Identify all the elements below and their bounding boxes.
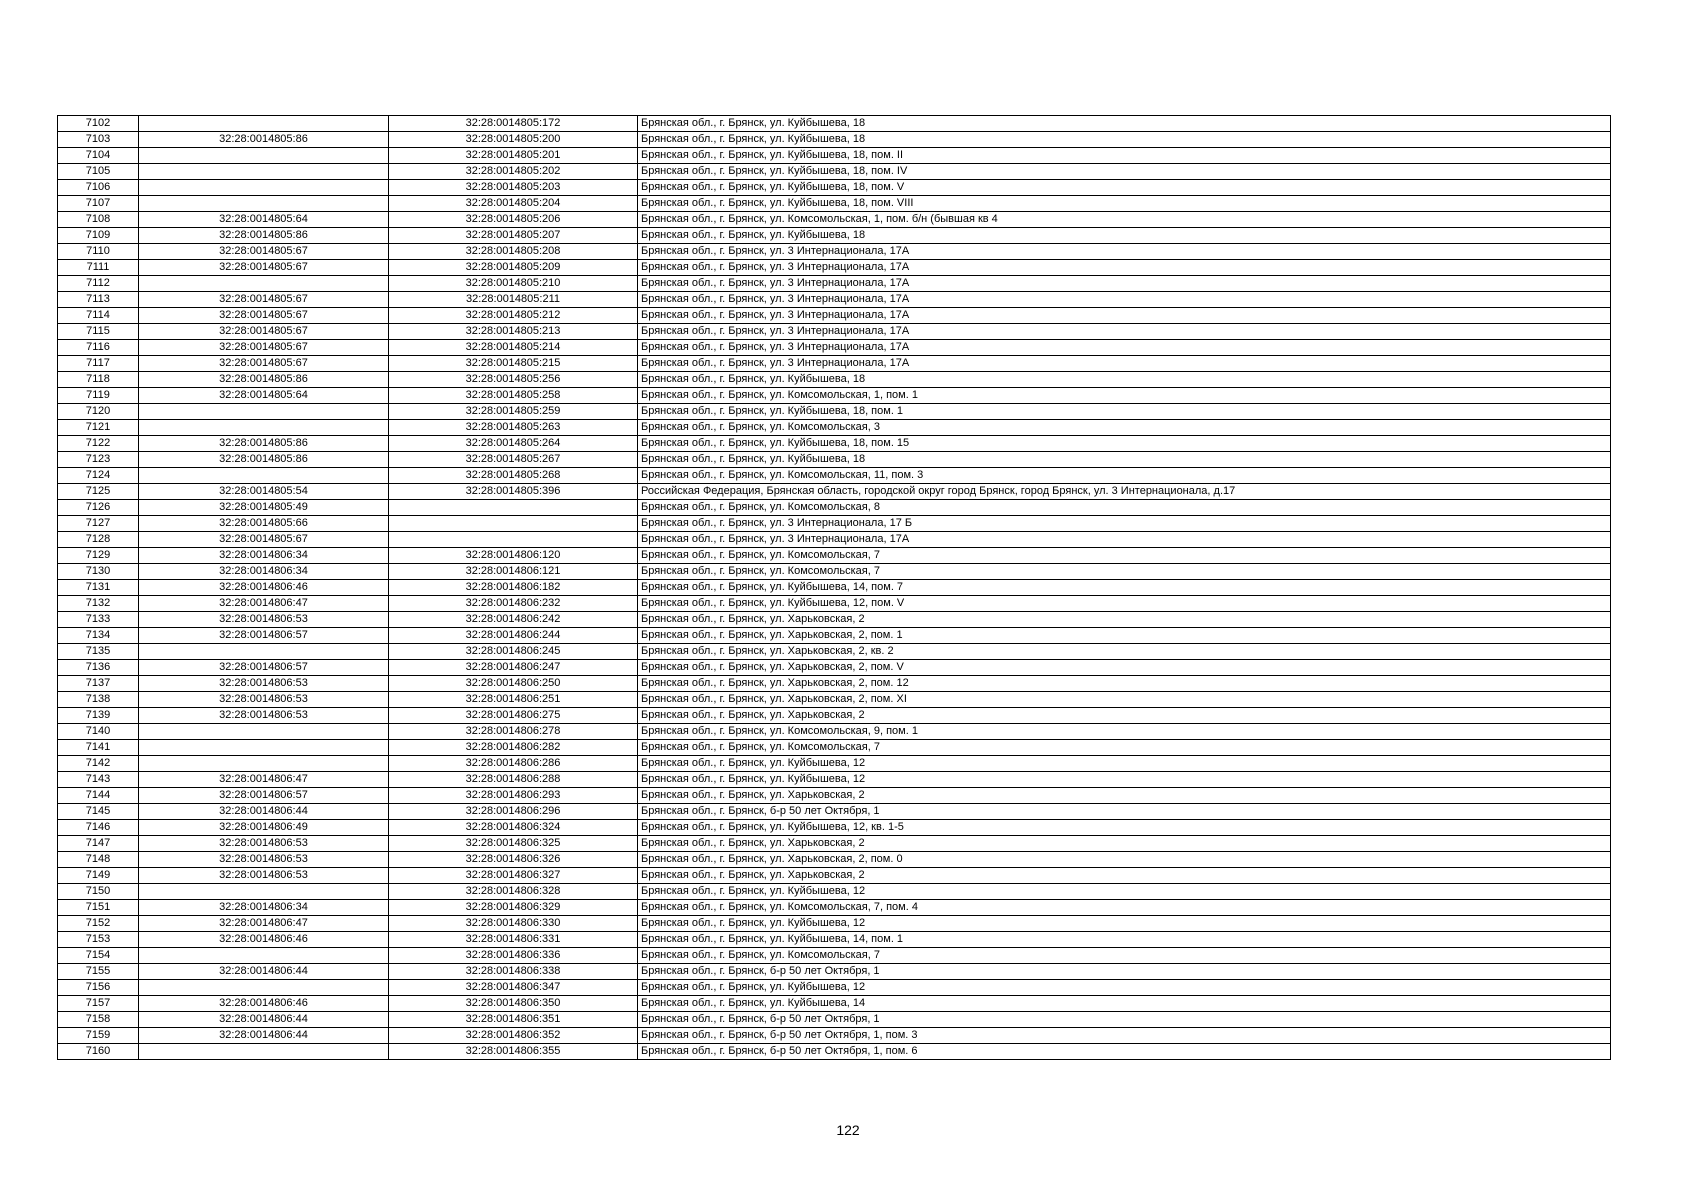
parent-cadastral-number-cell — [139, 420, 389, 436]
parent-cadastral-number-cell: 32:28:0014805:86 — [139, 452, 389, 468]
cadastral-number-cell: 32:28:0014805:201 — [389, 148, 638, 164]
cadastral-number-cell: 32:28:0014805:204 — [389, 196, 638, 212]
cadastral-number-cell: 32:28:0014805:212 — [389, 308, 638, 324]
parent-cadastral-number-cell: 32:28:0014805:67 — [139, 292, 389, 308]
parent-cadastral-number-cell: 32:28:0014806:53 — [139, 676, 389, 692]
cadastral-number-cell: 32:28:0014805:213 — [389, 324, 638, 340]
parent-cadastral-number-cell: 32:28:0014806:34 — [139, 900, 389, 916]
parent-cadastral-number-cell: 32:28:0014806:57 — [139, 660, 389, 676]
row-number-cell: 7117 — [58, 356, 139, 372]
row-number-cell: 7149 — [58, 868, 139, 884]
table-row — [58, 596, 1611, 612]
table-row — [58, 468, 1611, 484]
row-number-cell: 7107 — [58, 196, 139, 212]
table-row — [58, 756, 1611, 772]
cadastral-number-cell: 32:28:0014806:326 — [389, 852, 638, 868]
address-cell: Брянская обл., г. Брянск, ул. Куйбышева, 12 — [638, 884, 1611, 900]
table-row — [58, 1028, 1611, 1044]
property-table — [57, 115, 1611, 1060]
table-row — [58, 228, 1611, 244]
table-row — [58, 836, 1611, 852]
row-number-cell: 7124 — [58, 468, 139, 484]
row-number-cell: 7110 — [58, 244, 139, 260]
row-number-cell: 7122 — [58, 436, 139, 452]
table-row — [58, 532, 1611, 548]
address-cell: Брянская обл., г. Брянск, б-р 50 лет Октября, 1, пом. 6 — [638, 1044, 1611, 1060]
parent-cadastral-number-cell: 32:28:0014805:67 — [139, 340, 389, 356]
cadastral-number-cell: 32:28:0014805:207 — [389, 228, 638, 244]
table-row — [58, 116, 1611, 132]
address-cell: Брянская обл., г. Брянск, ул. Комсомольская, 7, пом. 4 — [638, 900, 1611, 916]
row-number-cell: 7111 — [58, 260, 139, 276]
cadastral-number-cell: 32:28:0014805:215 — [389, 356, 638, 372]
cadastral-number-cell: 32:28:0014806:282 — [389, 740, 638, 756]
cadastral-number-cell: 32:28:0014805:267 — [389, 452, 638, 468]
cadastral-number-cell: 32:28:0014806:288 — [389, 772, 638, 788]
table-row — [58, 420, 1611, 436]
table-row — [58, 260, 1611, 276]
parent-cadastral-number-cell: 32:28:0014805:49 — [139, 500, 389, 516]
cadastral-number-cell: 32:28:0014805:210 — [389, 276, 638, 292]
parent-cadastral-number-cell — [139, 468, 389, 484]
address-cell: Брянская обл., г. Брянск, ул. 3 Интернационала, 17А — [638, 532, 1611, 548]
row-number-cell: 7115 — [58, 324, 139, 340]
address-cell: Брянская обл., г. Брянск, ул. 3 Интернационала, 17А — [638, 340, 1611, 356]
address-cell: Российская Федерация, Брянская область, городской округ город Брянск, город Брянск, ул. 3 Интернационала, д.17 — [638, 484, 1611, 500]
address-cell: Брянская обл., г. Брянск, ул. Куйбышева, 12 — [638, 916, 1611, 932]
row-number-cell: 7120 — [58, 404, 139, 420]
parent-cadastral-number-cell — [139, 196, 389, 212]
cadastral-number-cell: 32:28:0014806:331 — [389, 932, 638, 948]
parent-cadastral-number-cell — [139, 980, 389, 996]
parent-cadastral-number-cell: 32:28:0014806:44 — [139, 964, 389, 980]
parent-cadastral-number-cell: 32:28:0014806:47 — [139, 916, 389, 932]
address-cell: Брянская обл., г. Брянск, ул. 3 Интернационала, 17А — [638, 308, 1611, 324]
parent-cadastral-number-cell: 32:28:0014806:46 — [139, 932, 389, 948]
row-number-cell: 7118 — [58, 372, 139, 388]
cadastral-number-cell: 32:28:0014806:351 — [389, 1012, 638, 1028]
address-cell: Брянская обл., г. Брянск, ул. Комсомольская, 7 — [638, 564, 1611, 580]
parent-cadastral-number-cell: 32:28:0014806:44 — [139, 1012, 389, 1028]
parent-cadastral-number-cell: 32:28:0014805:54 — [139, 484, 389, 500]
address-cell: Брянская обл., г. Брянск, ул. 3 Интернационала, 17А — [638, 276, 1611, 292]
address-cell: Брянская обл., г. Брянск, ул. Комсомольская, 8 — [638, 500, 1611, 516]
parent-cadastral-number-cell: 32:28:0014805:67 — [139, 532, 389, 548]
table-row — [58, 244, 1611, 260]
cadastral-number-cell: 32:28:0014806:355 — [389, 1044, 638, 1060]
address-cell: Брянская обл., г. Брянск, ул. Комсомольская, 9, пом. 1 — [638, 724, 1611, 740]
cadastral-number-cell: 32:28:0014805:208 — [389, 244, 638, 260]
table-row — [58, 308, 1611, 324]
address-cell: Брянская обл., г. Брянск, ул. Харьковская, 2, кв. 2 — [638, 644, 1611, 660]
row-number-cell: 7153 — [58, 932, 139, 948]
table-body — [58, 116, 1611, 1060]
parent-cadastral-number-cell — [139, 180, 389, 196]
cadastral-number-cell: 32:28:0014805:214 — [389, 340, 638, 356]
table-row — [58, 516, 1611, 532]
parent-cadastral-number-cell: 32:28:0014806:46 — [139, 996, 389, 1012]
address-cell: Брянская обл., г. Брянск, ул. Куйбышева, 18 — [638, 372, 1611, 388]
table-row — [58, 932, 1611, 948]
cadastral-number-cell: 32:28:0014805:264 — [389, 436, 638, 452]
row-number-cell: 7139 — [58, 708, 139, 724]
cadastral-number-cell: 32:28:0014805:200 — [389, 132, 638, 148]
cadastral-number-cell: 32:28:0014806:293 — [389, 788, 638, 804]
cadastral-number-cell — [389, 516, 638, 532]
address-cell: Брянская обл., г. Брянск, ул. Харьковская, 2, пом. XI — [638, 692, 1611, 708]
table-row — [58, 484, 1611, 500]
address-cell: Брянская обл., г. Брянск, ул. Куйбышева, 18, пом. II — [638, 148, 1611, 164]
parent-cadastral-number-cell — [139, 116, 389, 132]
table-row — [58, 132, 1611, 148]
parent-cadastral-number-cell: 32:28:0014806:44 — [139, 804, 389, 820]
table-row — [58, 996, 1611, 1012]
parent-cadastral-number-cell: 32:28:0014805:64 — [139, 212, 389, 228]
table-row — [58, 884, 1611, 900]
cadastral-number-cell: 32:28:0014806:286 — [389, 756, 638, 772]
table-row — [58, 500, 1611, 516]
table-row — [58, 1044, 1611, 1060]
cadastral-number-cell: 32:28:0014806:242 — [389, 612, 638, 628]
parent-cadastral-number-cell: 32:28:0014806:53 — [139, 868, 389, 884]
row-number-cell: 7123 — [58, 452, 139, 468]
row-number-cell: 7108 — [58, 212, 139, 228]
table-row — [58, 164, 1611, 180]
row-number-cell: 7106 — [58, 180, 139, 196]
row-number-cell: 7138 — [58, 692, 139, 708]
row-number-cell: 7140 — [58, 724, 139, 740]
parent-cadastral-number-cell: 32:28:0014805:66 — [139, 516, 389, 532]
parent-cadastral-number-cell — [139, 724, 389, 740]
table-row — [58, 772, 1611, 788]
cadastral-number-cell — [389, 532, 638, 548]
row-number-cell: 7134 — [58, 628, 139, 644]
row-number-cell: 7109 — [58, 228, 139, 244]
row-number-cell: 7154 — [58, 948, 139, 964]
address-cell: Брянская обл., г. Брянск, ул. Куйбышева, 12 — [638, 980, 1611, 996]
cadastral-number-cell: 32:28:0014806:244 — [389, 628, 638, 644]
address-cell: Брянская обл., г. Брянск, ул. Куйбышева, 18, пом. VIII — [638, 196, 1611, 212]
address-cell: Брянская обл., г. Брянск, ул. Харьковская, 2, пом. 12 — [638, 676, 1611, 692]
address-cell: Брянская обл., г. Брянск, ул. Куйбышева, 12 — [638, 772, 1611, 788]
row-number-cell: 7158 — [58, 1012, 139, 1028]
address-cell: Брянская обл., г. Брянск, ул. Куйбышева, 18 — [638, 228, 1611, 244]
table-row — [58, 324, 1611, 340]
page-number: 122 — [836, 1122, 860, 1138]
table-row — [58, 740, 1611, 756]
cadastral-number-cell: 32:28:0014805:256 — [389, 372, 638, 388]
table-row — [58, 452, 1611, 468]
cadastral-number-cell: 32:28:0014806:250 — [389, 676, 638, 692]
cadastral-number-cell: 32:28:0014806:350 — [389, 996, 638, 1012]
cadastral-number-cell: 32:28:0014806:327 — [389, 868, 638, 884]
table-row — [58, 788, 1611, 804]
table-row — [58, 148, 1611, 164]
parent-cadastral-number-cell: 32:28:0014806:53 — [139, 692, 389, 708]
address-cell: Брянская обл., г. Брянск, ул. Харьковская, 2, пом. V — [638, 660, 1611, 676]
row-number-cell: 7142 — [58, 756, 139, 772]
address-cell: Брянская обл., г. Брянск, ул. Куйбышева, 12, пом. V — [638, 596, 1611, 612]
parent-cadastral-number-cell: 32:28:0014805:67 — [139, 260, 389, 276]
address-cell: Брянская обл., г. Брянск, ул. Комсомольская, 3 — [638, 420, 1611, 436]
table-row — [58, 804, 1611, 820]
address-cell: Брянская обл., г. Брянск, ул. Куйбышева, 18, пом. V — [638, 180, 1611, 196]
parent-cadastral-number-cell: 32:28:0014806:46 — [139, 580, 389, 596]
table-row — [58, 292, 1611, 308]
row-number-cell: 7151 — [58, 900, 139, 916]
parent-cadastral-number-cell: 32:28:0014805:67 — [139, 308, 389, 324]
parent-cadastral-number-cell: 32:28:0014805:67 — [139, 244, 389, 260]
table-row — [58, 340, 1611, 356]
address-cell: Брянская обл., г. Брянск, ул. Куйбышева, 18 — [638, 452, 1611, 468]
cadastral-number-cell: 32:28:0014806:347 — [389, 980, 638, 996]
address-cell: Брянская обл., г. Брянск, ул. Харьковская, 2 — [638, 708, 1611, 724]
cadastral-number-cell: 32:28:0014805:396 — [389, 484, 638, 500]
table-row — [58, 196, 1611, 212]
parent-cadastral-number-cell: 32:28:0014806:57 — [139, 628, 389, 644]
table-row — [58, 660, 1611, 676]
address-cell: Брянская обл., г. Брянск, ул. 3 Интернационала, 17А — [638, 244, 1611, 260]
parent-cadastral-number-cell: 32:28:0014806:53 — [139, 708, 389, 724]
cadastral-number-cell: 32:28:0014806:232 — [389, 596, 638, 612]
cadastral-number-cell: 32:28:0014806:352 — [389, 1028, 638, 1044]
row-number-cell: 7160 — [58, 1044, 139, 1060]
row-number-cell: 7144 — [58, 788, 139, 804]
table-row — [58, 356, 1611, 372]
row-number-cell: 7121 — [58, 420, 139, 436]
row-number-cell: 7125 — [58, 484, 139, 500]
parent-cadastral-number-cell — [139, 1044, 389, 1060]
table-row — [58, 388, 1611, 404]
cadastral-number-cell: 32:28:0014806:296 — [389, 804, 638, 820]
address-cell: Брянская обл., г. Брянск, ул. Харьковская, 2 — [638, 788, 1611, 804]
cadastral-number-cell: 32:28:0014806:329 — [389, 900, 638, 916]
parent-cadastral-number-cell: 32:28:0014805:86 — [139, 132, 389, 148]
parent-cadastral-number-cell: 32:28:0014805:86 — [139, 372, 389, 388]
table-row — [58, 692, 1611, 708]
row-number-cell: 7157 — [58, 996, 139, 1012]
table-row — [58, 868, 1611, 884]
table-row — [58, 404, 1611, 420]
cadastral-number-cell: 32:28:0014805:258 — [389, 388, 638, 404]
address-cell: Брянская обл., г. Брянск, ул. Куйбышева, 14 — [638, 996, 1611, 1012]
cadastral-number-cell: 32:28:0014805:263 — [389, 420, 638, 436]
table-row — [58, 948, 1611, 964]
row-number-cell: 7103 — [58, 132, 139, 148]
address-cell: Брянская обл., г. Брянск, ул. Комсомольская, 7 — [638, 948, 1611, 964]
row-number-cell: 7137 — [58, 676, 139, 692]
row-number-cell: 7128 — [58, 532, 139, 548]
table-row — [58, 1012, 1611, 1028]
parent-cadastral-number-cell: 32:28:0014806:47 — [139, 596, 389, 612]
cadastral-number-cell: 32:28:0014806:247 — [389, 660, 638, 676]
cadastral-number-cell: 32:28:0014806:338 — [389, 964, 638, 980]
table-row — [58, 212, 1611, 228]
parent-cadastral-number-cell: 32:28:0014806:57 — [139, 788, 389, 804]
row-number-cell: 7145 — [58, 804, 139, 820]
cadastral-number-cell: 32:28:0014805:206 — [389, 212, 638, 228]
parent-cadastral-number-cell: 32:28:0014806:44 — [139, 1028, 389, 1044]
row-number-cell: 7135 — [58, 644, 139, 660]
cadastral-number-cell: 32:28:0014805:202 — [389, 164, 638, 180]
parent-cadastral-number-cell: 32:28:0014806:34 — [139, 548, 389, 564]
cadastral-number-cell: 32:28:0014806:121 — [389, 564, 638, 580]
table-row — [58, 916, 1611, 932]
table-row — [58, 548, 1611, 564]
row-number-cell: 7156 — [58, 980, 139, 996]
parent-cadastral-number-cell — [139, 884, 389, 900]
parent-cadastral-number-cell: 32:28:0014806:53 — [139, 836, 389, 852]
parent-cadastral-number-cell — [139, 740, 389, 756]
row-number-cell: 7148 — [58, 852, 139, 868]
cadastral-number-cell: 32:28:0014806:324 — [389, 820, 638, 836]
row-number-cell: 7116 — [58, 340, 139, 356]
table-row — [58, 180, 1611, 196]
address-cell: Брянская обл., г. Брянск, ул. 3 Интернационала, 17А — [638, 260, 1611, 276]
table-row — [58, 724, 1611, 740]
table-row — [58, 436, 1611, 452]
address-cell: Брянская обл., г. Брянск, ул. Куйбышева, 18, пом. IV — [638, 164, 1611, 180]
cadastral-number-cell: 32:28:0014805:172 — [389, 116, 638, 132]
cadastral-number-cell: 32:28:0014806:336 — [389, 948, 638, 964]
row-number-cell: 7104 — [58, 148, 139, 164]
cadastral-number-cell: 32:28:0014806:251 — [389, 692, 638, 708]
cadastral-number-cell: 32:28:0014806:330 — [389, 916, 638, 932]
address-cell: Брянская обл., г. Брянск, ул. Куйбышева, 12, кв. 1-5 — [638, 820, 1611, 836]
address-cell: Брянская обл., г. Брянск, ул. Куйбышева, 18 — [638, 132, 1611, 148]
parent-cadastral-number-cell: 32:28:0014805:67 — [139, 356, 389, 372]
cadastral-number-cell: 32:28:0014805:203 — [389, 180, 638, 196]
row-number-cell: 7130 — [58, 564, 139, 580]
row-number-cell: 7102 — [58, 116, 139, 132]
address-cell: Брянская обл., г. Брянск, б-р 50 лет Октября, 1 — [638, 804, 1611, 820]
row-number-cell: 7127 — [58, 516, 139, 532]
row-number-cell: 7141 — [58, 740, 139, 756]
table-row — [58, 372, 1611, 388]
cadastral-number-cell: 32:28:0014806:245 — [389, 644, 638, 660]
table-row — [58, 564, 1611, 580]
address-cell: Брянская обл., г. Брянск, ул. Харьковская, 2 — [638, 612, 1611, 628]
parent-cadastral-number-cell — [139, 164, 389, 180]
row-number-cell: 7147 — [58, 836, 139, 852]
parent-cadastral-number-cell: 32:28:0014805:86 — [139, 228, 389, 244]
row-number-cell: 7105 — [58, 164, 139, 180]
address-cell: Брянская обл., г. Брянск, ул. 3 Интернационала, 17А — [638, 324, 1611, 340]
row-number-cell: 7112 — [58, 276, 139, 292]
cadastral-number-cell: 32:28:0014806:325 — [389, 836, 638, 852]
address-cell: Брянская обл., г. Брянск, ул. Куйбышева, 12 — [638, 756, 1611, 772]
table-row — [58, 900, 1611, 916]
address-cell: Брянская обл., г. Брянск, ул. Харьковская, 2 — [638, 836, 1611, 852]
parent-cadastral-number-cell — [139, 644, 389, 660]
address-cell: Брянская обл., г. Брянск, ул. Комсомольская, 7 — [638, 740, 1611, 756]
address-cell: Брянская обл., г. Брянск, ул. Комсомольская, 11, пом. 3 — [638, 468, 1611, 484]
address-cell: Брянская обл., г. Брянск, б-р 50 лет Октября, 1 — [638, 1012, 1611, 1028]
row-number-cell: 7152 — [58, 916, 139, 932]
row-number-cell: 7119 — [58, 388, 139, 404]
parent-cadastral-number-cell: 32:28:0014805:64 — [139, 388, 389, 404]
table-row — [58, 964, 1611, 980]
row-number-cell: 7136 — [58, 660, 139, 676]
address-cell: Брянская обл., г. Брянск, ул. 3 Интернационала, 17А — [638, 356, 1611, 372]
address-cell: Брянская обл., г. Брянск, ул. Комсомольская, 1, пом. б/н (бывшая кв 4 — [638, 212, 1611, 228]
address-cell: Брянская обл., г. Брянск, ул. Харьковская, 2 — [638, 868, 1611, 884]
cadastral-number-cell: 32:28:0014806:275 — [389, 708, 638, 724]
row-number-cell: 7155 — [58, 964, 139, 980]
row-number-cell: 7146 — [58, 820, 139, 836]
address-cell: Брянская обл., г. Брянск, ул. 3 Интернационала, 17 Б — [638, 516, 1611, 532]
table-row — [58, 708, 1611, 724]
parent-cadastral-number-cell: 32:28:0014806:53 — [139, 612, 389, 628]
table-row — [58, 580, 1611, 596]
parent-cadastral-number-cell — [139, 756, 389, 772]
parent-cadastral-number-cell: 32:28:0014806:53 — [139, 852, 389, 868]
table-row — [58, 644, 1611, 660]
address-cell: Брянская обл., г. Брянск, ул. Куйбышева, 18, пом. 1 — [638, 404, 1611, 420]
parent-cadastral-number-cell: 32:28:0014806:49 — [139, 820, 389, 836]
address-cell: Брянская обл., г. Брянск, ул. Харьковская, 2, пом. 1 — [638, 628, 1611, 644]
parent-cadastral-number-cell — [139, 276, 389, 292]
cadastral-number-cell: 32:28:0014806:120 — [389, 548, 638, 564]
row-number-cell: 7126 — [58, 500, 139, 516]
address-cell: Брянская обл., г. Брянск, ул. Куйбышева, 14, пом. 1 — [638, 932, 1611, 948]
parent-cadastral-number-cell: 32:28:0014806:47 — [139, 772, 389, 788]
cadastral-number-cell — [389, 500, 638, 516]
row-number-cell: 7143 — [58, 772, 139, 788]
address-cell: Брянская обл., г. Брянск, ул. Куйбышева, 18, пом. 15 — [638, 436, 1611, 452]
parent-cadastral-number-cell: 32:28:0014805:86 — [139, 436, 389, 452]
table-row — [58, 852, 1611, 868]
cadastral-number-cell: 32:28:0014805:209 — [389, 260, 638, 276]
parent-cadastral-number-cell: 32:28:0014805:67 — [139, 324, 389, 340]
cadastral-number-cell: 32:28:0014805:268 — [389, 468, 638, 484]
table-row — [58, 612, 1611, 628]
address-cell: Брянская обл., г. Брянск, ул. Куйбышева, 18 — [638, 116, 1611, 132]
address-cell: Брянская обл., г. Брянск, ул. Комсомольская, 1, пом. 1 — [638, 388, 1611, 404]
cadastral-number-cell: 32:28:0014806:278 — [389, 724, 638, 740]
address-cell: Брянская обл., г. Брянск, б-р 50 лет Октября, 1 — [638, 964, 1611, 980]
cadastral-number-cell: 32:28:0014806:328 — [389, 884, 638, 900]
row-number-cell: 7150 — [58, 884, 139, 900]
address-cell: Брянская обл., г. Брянск, ул. Харьковская, 2, пом. 0 — [638, 852, 1611, 868]
row-number-cell: 7114 — [58, 308, 139, 324]
table-row — [58, 980, 1611, 996]
row-number-cell: 7113 — [58, 292, 139, 308]
parent-cadastral-number-cell — [139, 948, 389, 964]
row-number-cell: 7131 — [58, 580, 139, 596]
row-number-cell: 7129 — [58, 548, 139, 564]
address-cell: Брянская обл., г. Брянск, ул. Куйбышева, 14, пом. 7 — [638, 580, 1611, 596]
row-number-cell: 7133 — [58, 612, 139, 628]
parent-cadastral-number-cell — [139, 404, 389, 420]
address-cell: Брянская обл., г. Брянск, б-р 50 лет Октября, 1, пом. 3 — [638, 1028, 1611, 1044]
row-number-cell: 7159 — [58, 1028, 139, 1044]
table-row — [58, 276, 1611, 292]
cadastral-number-cell: 32:28:0014805:211 — [389, 292, 638, 308]
table-row — [58, 628, 1611, 644]
parent-cadastral-number-cell — [139, 148, 389, 164]
row-number-cell: 7132 — [58, 596, 139, 612]
parent-cadastral-number-cell: 32:28:0014806:34 — [139, 564, 389, 580]
address-cell: Брянская обл., г. Брянск, ул. 3 Интернационала, 17А — [638, 292, 1611, 308]
table-row — [58, 676, 1611, 692]
cadastral-number-cell: 32:28:0014806:182 — [389, 580, 638, 596]
address-cell: Брянская обл., г. Брянск, ул. Комсомольская, 7 — [638, 548, 1611, 564]
cadastral-number-cell: 32:28:0014805:259 — [389, 404, 638, 420]
table-row — [58, 820, 1611, 836]
